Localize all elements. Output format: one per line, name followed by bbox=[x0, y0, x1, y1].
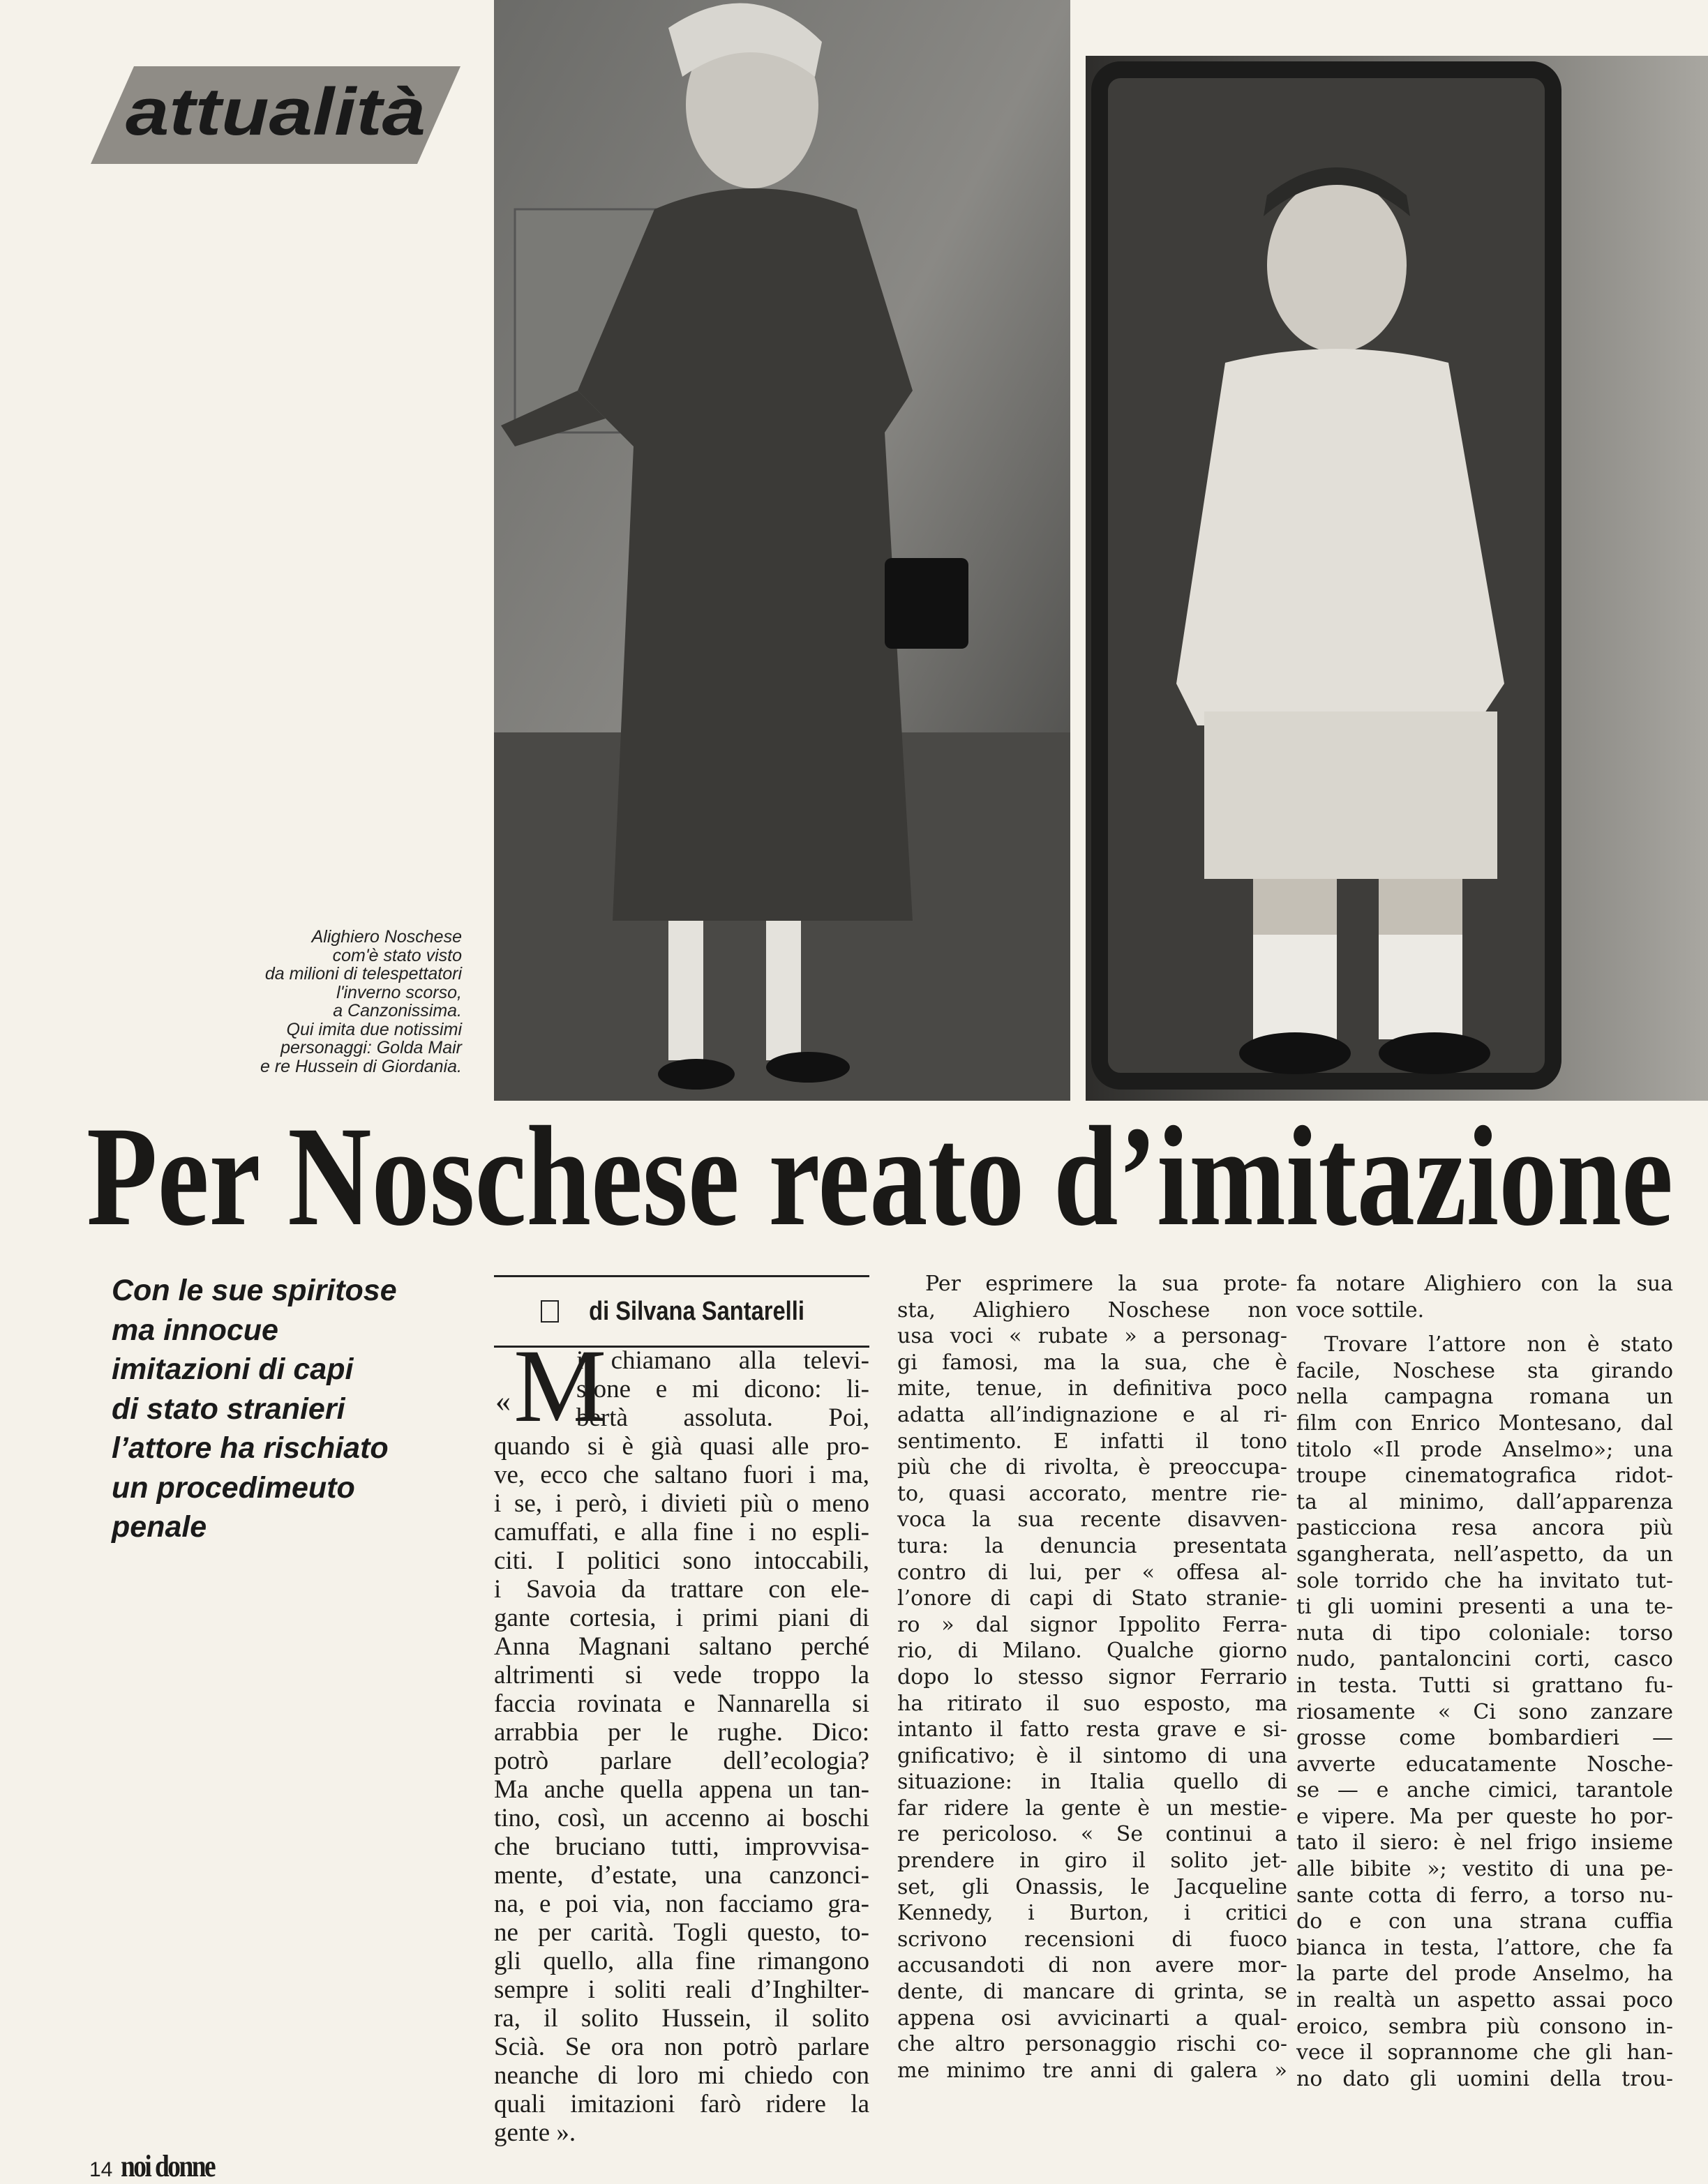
text-line: voce sottile. bbox=[1296, 1297, 1425, 1323]
text-line: appena osi avvicinarti a qual- bbox=[897, 2005, 1287, 2031]
text-line: faccia rovinata e Nannarella si bbox=[494, 1689, 869, 1718]
text-line: set, gli Onassis, le Jacqueline bbox=[897, 1874, 1287, 1899]
caption-line: a Canzonissima. bbox=[333, 1001, 462, 1021]
text-line: situazione: in Italia quello di bbox=[897, 1770, 1287, 1795]
text-line: bianca in testa, l’attore, che fa bbox=[1296, 1935, 1673, 1960]
text-line: do e con una strana cuffia bbox=[1296, 1909, 1673, 1934]
text-line: gante cortesia, i primi piani di bbox=[494, 1604, 869, 1632]
body-column-3 bbox=[1296, 1271, 1673, 2092]
text-line: Scià. Se ora non potrò parlare bbox=[494, 2033, 869, 2061]
page-footer bbox=[89, 2148, 231, 2184]
text-line: ra, il solito Hussein, il solito bbox=[494, 2004, 869, 2033]
text-line: avverte educatamente Nosche- bbox=[1296, 1752, 1673, 1777]
text-line: i chiamano alla televi- bbox=[576, 1346, 869, 1375]
body-column-2 bbox=[897, 1271, 1287, 2084]
text-line: Per esprimere la sua prote- bbox=[925, 1272, 1287, 1296]
text-line: ro » dal signor Ippolito Ferra- bbox=[897, 1612, 1287, 1637]
body-column-1 bbox=[494, 1346, 869, 2147]
text-line: ti gli uomini presenti a una te- bbox=[1296, 1595, 1673, 1620]
text-line: alle bibite »; vestito di una pe- bbox=[1296, 1857, 1673, 1882]
deck-line: di stato stranieri bbox=[112, 1392, 345, 1426]
text-line: me minimo tre anni di galera » bbox=[897, 2058, 1287, 2083]
text-line: tura: la denuncia presentata bbox=[897, 1533, 1287, 1558]
text-line: contro di lui, per « offesa al- bbox=[897, 1560, 1287, 1585]
deck-line: ma innocue bbox=[112, 1313, 278, 1347]
photo-golda-mair-impersonation bbox=[494, 0, 1070, 1101]
text-line: gli quello, alla fine rimangono bbox=[494, 1947, 869, 1975]
caption-line: Qui imita due notissimi bbox=[286, 1019, 462, 1039]
text-line: no dato gli uomini della trou- bbox=[1296, 2066, 1673, 2091]
text-line: voca la sua recente disavven- bbox=[897, 1507, 1287, 1532]
text-line: re pericoloso. « Se continui a bbox=[897, 1822, 1287, 1847]
text-line: tato il siero: è nel frigo insieme bbox=[1296, 1830, 1673, 1855]
text-line: Kennedy, i Burton, i critici bbox=[897, 1901, 1287, 1926]
text-line: se — e anche cimici, tarantole bbox=[1296, 1778, 1673, 1803]
text-line: Ma anche quella appena un tan- bbox=[494, 1775, 869, 1804]
text-line: facile, Noschese sta girando bbox=[1296, 1358, 1673, 1383]
text-line: nella campagna romana un bbox=[1296, 1385, 1673, 1410]
text-line: ve, ecco che saltano fuori i ma, bbox=[494, 1461, 869, 1489]
caption-line: com'è stato visto bbox=[332, 945, 462, 965]
text-line: nuta di tipo coloniale: torso bbox=[1296, 1620, 1673, 1645]
caption-line: Alighiero Noschese bbox=[311, 927, 462, 947]
page-number: 14 bbox=[89, 2158, 113, 2181]
text-line: gnificativo; è il sintomo di una bbox=[897, 1743, 1287, 1768]
deck-line: un procedimeuto bbox=[112, 1470, 355, 1505]
text-line: ha ritirato il suo esposto, ma bbox=[897, 1691, 1287, 1716]
text-line: adatta all’indignazione e al ri- bbox=[897, 1402, 1287, 1427]
text-line: i Savoia da trattare con ele- bbox=[494, 1575, 869, 1604]
text-line: sta, Alighiero Noschese non bbox=[897, 1297, 1287, 1323]
text-line: Anna Magnani saltano perché bbox=[494, 1632, 869, 1661]
section-label bbox=[91, 66, 460, 164]
text-line: ne per carità. Togli questo, to- bbox=[494, 1918, 869, 1947]
text-line: fa notare Alighiero con la sua bbox=[1296, 1272, 1673, 1296]
text-line: usa voci « rubate » a personag- bbox=[897, 1324, 1287, 1349]
text-line: neanche di loro mi chiedo con bbox=[494, 2061, 869, 2090]
text-line: gente ». bbox=[494, 2118, 576, 2147]
text-line: riosamente « Ci sono zanzare bbox=[1296, 1699, 1673, 1724]
photo-caption bbox=[112, 928, 462, 1076]
text-line: troupe cinematografica ridot- bbox=[1296, 1463, 1673, 1489]
text-line: titolo «Il prode Anselmo»; una bbox=[1296, 1437, 1673, 1462]
text-line: sante cotta di ferro, a torso nu- bbox=[1296, 1883, 1673, 1908]
photo-re-hussein-impersonation bbox=[1086, 56, 1708, 1101]
paragraph-gap bbox=[1296, 1323, 1673, 1332]
text-line: dente, di mancare di grinta, se bbox=[897, 1980, 1287, 2005]
text-line: altrimenti si vede troppo la bbox=[494, 1661, 869, 1689]
caption-line: personaggi: Golda Mair bbox=[280, 1038, 462, 1057]
text-line: eroico, sembra più consono in- bbox=[1296, 2014, 1673, 2039]
text-line: che altro personaggio rischi co- bbox=[897, 2032, 1287, 2057]
text-line: mente, d’estate, una canzonci- bbox=[494, 1861, 869, 1890]
text-line: sione e mi dicono: li- bbox=[576, 1375, 869, 1403]
byline-author: di Silvana Santarelli bbox=[589, 1296, 805, 1326]
text-line: vece il soprannome che gli han- bbox=[1296, 2040, 1673, 2065]
deck-line: imitazioni di capi bbox=[112, 1353, 354, 1386]
text-line: sole torrido che ha invitato tut- bbox=[1296, 1568, 1673, 1593]
text-line: e vipere. Ma per queste ho por- bbox=[1296, 1804, 1673, 1829]
text-line: sempre i soliti reali d’Inghilter- bbox=[494, 1975, 869, 2004]
headline bbox=[0, 1116, 1708, 1249]
text-line: in realtà un aspetto assai poco bbox=[1296, 1988, 1673, 2013]
text-line: intanto il fatto resta grave e si- bbox=[897, 1717, 1287, 1742]
text-line: accusandoti di non avere mor- bbox=[897, 1953, 1287, 1978]
text-line: in testa. Tutti si grattano fu- bbox=[1296, 1673, 1673, 1698]
text-line: arrabbia per le rughe. Dico: bbox=[494, 1718, 869, 1747]
text-line: dopo lo stesso signor Ferrario bbox=[897, 1664, 1287, 1689]
text-line: scrivono recensioni di fuoco bbox=[897, 1927, 1287, 1952]
text-line: mite, tenue, in definitiva poco bbox=[897, 1376, 1287, 1401]
article-deck bbox=[112, 1271, 474, 1547]
text-line: nudo, pantaloncini corti, casco bbox=[1296, 1647, 1673, 1672]
drop-cap-letter: M bbox=[514, 1328, 607, 1444]
text-line: pasticciona resa ancora più bbox=[1296, 1516, 1673, 1541]
text-line: sentimento. E infatti il tono bbox=[897, 1429, 1287, 1454]
text-line: film con Enrico Montesano, dal bbox=[1296, 1410, 1673, 1436]
caption-line: l'inverno scorso, bbox=[336, 982, 462, 1002]
headline-text: Per Noschese reato d’imitazione bbox=[87, 1116, 1673, 1249]
deck-line: l’attore ha rischiato bbox=[112, 1431, 389, 1465]
caption-line: e re Hussein di Giordania. bbox=[260, 1056, 462, 1076]
text-line: che bruciano tutti, improvvisa- bbox=[494, 1832, 869, 1861]
magazine-logo: noi donne bbox=[121, 2149, 215, 2183]
checkbox-square-icon bbox=[541, 1300, 559, 1323]
text-line: la parte del prode Anselmo, ha bbox=[1296, 1961, 1673, 1987]
text-line: potrò parlare dell’ecologia? bbox=[494, 1747, 869, 1775]
text-line: tino, così, un accenno ai boschi bbox=[494, 1804, 869, 1832]
section-label-text: attualità bbox=[126, 75, 426, 149]
text-line: quali imitazioni farò ridere la bbox=[494, 2090, 869, 2118]
text-line: to, quasi accorato, mentre rie- bbox=[897, 1481, 1287, 1506]
text-line: prendere in giro il solito jet- bbox=[897, 1848, 1287, 1874]
deck-line: Con le sue spiritose bbox=[112, 1274, 397, 1307]
text-line: sgangherata, nell’aspetto, da un bbox=[1296, 1542, 1673, 1567]
text-line: rio, di Milano. Qualche giorno bbox=[897, 1639, 1287, 1664]
text-line: camuffati, e alla fine i no espli- bbox=[494, 1518, 869, 1546]
caption-line: da milioni di telespettatori bbox=[264, 964, 462, 984]
text-line: gi famosi, ma la sua, che è bbox=[897, 1350, 1287, 1375]
text-line: ta al minimo, dall’apparenza bbox=[1296, 1489, 1673, 1514]
text-line: i se, i però, i divieti più o meno bbox=[494, 1489, 869, 1518]
text-line: Trovare l’attore non è stato bbox=[1324, 1332, 1673, 1357]
text-line: na, e poi via, non facciamo gra- bbox=[494, 1890, 869, 1918]
text-line: far ridere la gente è un mestie- bbox=[897, 1795, 1287, 1821]
text-line: grosse come bombardieri — bbox=[1296, 1726, 1673, 1751]
text-line: quando si è già quasi alle pro- bbox=[494, 1432, 869, 1461]
text-line: bertà assoluta. Poi, bbox=[576, 1403, 869, 1432]
deck-line: penale bbox=[112, 1510, 207, 1544]
drop-cap-quote: « bbox=[495, 1384, 511, 1418]
text-line: citi. I politici sono intoccabili, bbox=[494, 1546, 869, 1575]
text-line: più che di rivolta, è preoccupa- bbox=[897, 1455, 1287, 1480]
text-line: l’onore di capi di Stato stranie- bbox=[897, 1586, 1287, 1611]
